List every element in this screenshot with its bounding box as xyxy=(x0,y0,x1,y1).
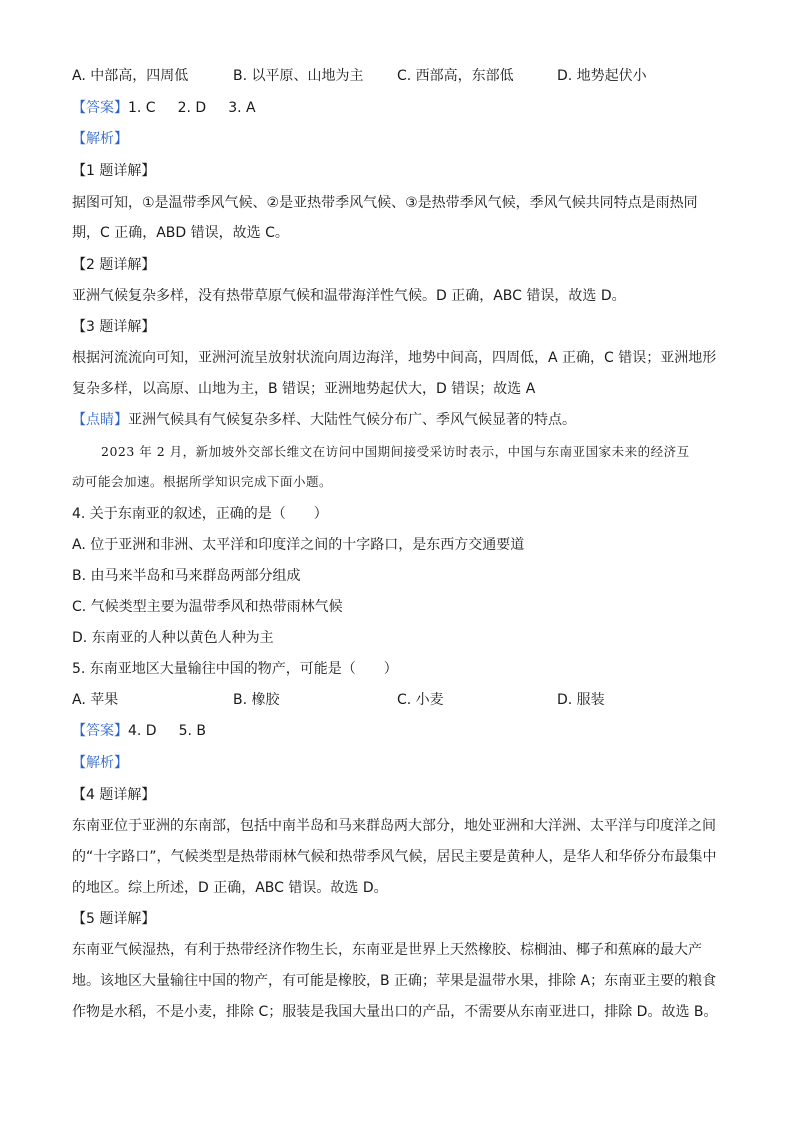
answer-block-2 xyxy=(72,721,206,741)
detail-5-heading: 【5 题详解】 xyxy=(72,911,156,927)
answer-tag: 【答案】 xyxy=(72,100,128,116)
answer-item: 2. D xyxy=(177,100,207,116)
detail-4-text: 的地区。综上所述，D 正确，ABC 错误。故选 D。 xyxy=(72,880,388,896)
detail-4-text: 东南亚位于亚洲的东南部，包括中南半岛和马来群岛两大部分，地处亚洲和大洋洲、太平洋与印度洋之间 xyxy=(72,818,716,834)
tip-block xyxy=(72,410,576,430)
q3-option-d: D. 地势起伏小 xyxy=(557,68,647,84)
q5-option-d: D. 服装 xyxy=(557,692,605,708)
detail-1-heading: 【1 题详解】 xyxy=(72,163,156,179)
question-5-stem: 5. 东南亚地区大量输往中国的物产，可能是（ ） xyxy=(72,661,398,677)
detail-5-text: 地。该地区大量输往中国的物产，有可能是橡胶，B 正确；苹果是温带水果，排除 A；东南亚主要的粮食 xyxy=(72,973,717,989)
q4-option-d: D. 东南亚的人种以黄色人种为主 xyxy=(72,630,274,646)
q3-option-b: B. 以平原、山地为主 xyxy=(233,68,364,84)
q4-option-c: C. 气候类型主要为温带季风和热带雨林气候 xyxy=(72,599,343,615)
q5-option-c: C. 小麦 xyxy=(397,692,444,708)
detail-3-text: 根据河流流向可知，亚洲河流呈放射状流向周边海洋，地势中间高，四周低，A 正确，C 错误；亚洲地形 xyxy=(72,350,717,366)
analysis-tag: 【解析】 xyxy=(72,755,128,771)
detail-1-text: 期，C 正确，ABD 错误，故选 C。 xyxy=(72,225,289,241)
question-4-stem: 4. 关于东南亚的叙述，正确的是（ ） xyxy=(72,506,328,522)
detail-4-heading: 【4 题详解】 xyxy=(72,787,156,803)
detail-5-text: 东南亚气候湿热，有利于热带经济作物生长，东南亚是世界上天然橡胶、棕榈油、椰子和蕉麻的最大产 xyxy=(72,942,702,958)
answer-tag: 【答案】 xyxy=(72,723,128,739)
detail-5-text: 作物是水稻，不是小麦，排除 C；服装是我国大量出口的产品，不需要从东南亚进口，排除 D。故选 B。 xyxy=(72,1004,718,1020)
q3-option-c: C. 西部高，东部低 xyxy=(397,68,514,84)
detail-4-text: 的“十字路口”，气候类型是热带雨林气候和热带季风气候，居民主要是黄种人，是华人和华侨分布最集中 xyxy=(72,849,717,865)
answer-item: 3. A xyxy=(228,100,256,116)
passage-text: 动可能会加速。根据所学知识完成下面小题。 xyxy=(72,474,333,489)
q5-option-a: A. 苹果 xyxy=(72,692,119,708)
detail-2-heading: 【2 题详解】 xyxy=(72,257,156,273)
detail-2-text: 亚洲气候复杂多样，没有热带草原气候和温带海洋性气候。D 正确，ABC 错误，故选 D。 xyxy=(72,288,626,304)
q4-option-b: B. 由马来半岛和马来群岛两部分组成 xyxy=(72,568,301,584)
answer-item: 5. B xyxy=(178,723,207,739)
q4-option-a: A. 位于亚洲和非洲、太平洋和印度洋之间的十字路口，是东西方交通要道 xyxy=(72,537,525,553)
answer-item: 4. D xyxy=(128,723,157,739)
tip-tag: 【点睛】 xyxy=(72,412,128,428)
detail-1-text: 据图可知，①是温带季风气候、②是亚热带季风气候、③是热带季风气候，季风气候共同特点是雨热同 xyxy=(72,195,698,211)
tip-text: 亚洲气候具有气候复杂多样、大陆性气候分布广、季风气候显著的特点。 xyxy=(128,412,576,428)
answer-item: 1. C xyxy=(128,100,156,116)
q5-option-b: B. 橡胶 xyxy=(233,692,280,708)
analysis-tag: 【解析】 xyxy=(72,131,128,147)
answer-block-1 xyxy=(72,98,256,118)
detail-3-heading: 【3 题详解】 xyxy=(72,319,156,335)
detail-3-text: 复杂多样，以高原、山地为主，B 错误；亚洲地势起伏大，D 错误；故选 A xyxy=(72,381,536,397)
q3-option-a: A. 中部高，四周低 xyxy=(72,68,189,84)
passage-text: 2023 年 2 月，新加坡外交部长维文在访问中国期间接受采访时表示，中国与东南亚国家未来的经济互 xyxy=(101,444,690,459)
